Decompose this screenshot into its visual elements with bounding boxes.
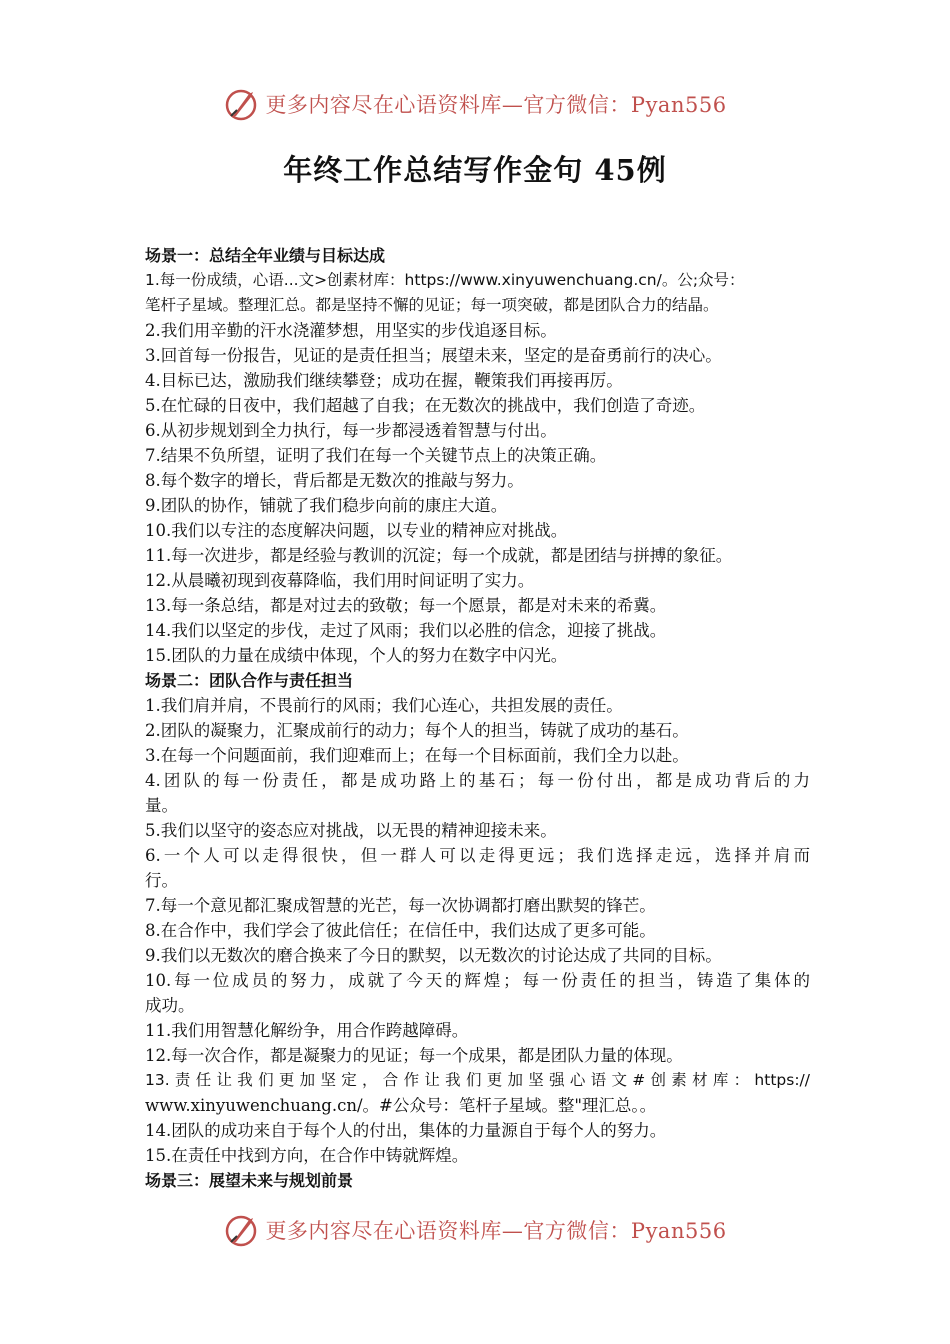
quill-logo-icon <box>223 86 259 122</box>
text-line: 6.一个人可以走得很快，但一群人可以走得更远；我们选择走远，选择并肩而 <box>145 846 810 865</box>
text-line: 12.从晨曦初现到夜幕降临，我们用时间证明了实力。 <box>145 571 535 590</box>
text-line: 5.在忙碌的日夜中，我们超越了自我；在无数次的挑战中，我们创造了奇迹。 <box>145 396 706 415</box>
section-heading: 场景一：总结全年业绩与目标达成 <box>145 246 386 265</box>
text-line: 量。 <box>145 796 178 815</box>
text-line: 1.每一份成绩，心语...文>创素材库：https://www.xinyuwenchuang.cn/。公;众号： <box>145 271 745 289</box>
section-heading: 场景三：展望未来与规划前景 <box>145 1171 354 1190</box>
text-line: 4.目标已达，激励我们继续攀登；成功在握，鞭策我们再接再厉。 <box>145 371 623 390</box>
document-body <box>145 243 810 1193</box>
text-line: 6.从初步规划到全力执行，每一步都浸透着智慧与付出。 <box>145 421 557 440</box>
text-line: 15.在责任中找到方向，在合作中铸就辉煌。 <box>145 1146 469 1165</box>
footer-banner <box>0 1208 950 1252</box>
text-line: 7.结果不负所望，证明了我们在每一个关键节点上的决策正确。 <box>145 446 607 465</box>
text-line: 10.每一位成员的努力，成就了今天的辉煌；每一份责任的担当，铸造了集体的 <box>145 971 810 990</box>
text-line: 15.团队的力量在成绩中体现，个人的努力在数字中闪光。 <box>145 646 568 665</box>
header-banner <box>0 82 950 126</box>
text-line: 14.我们以坚定的步伐，走过了风雨；我们以必胜的信念，迎接了挑战。 <box>145 621 667 640</box>
text-line: 3.回首每一份报告，见证的是责任担当；展望未来，坚定的是奋勇前行的决心。 <box>145 346 722 365</box>
text-line: 8.每个数字的增长，背后都是无数次的推敲与努力。 <box>145 471 524 490</box>
text-line: 4.团队的每一份责任，都是成功路上的基石；每一份付出，都是成功背后的力 <box>145 771 810 790</box>
text-line: 1.我们肩并肩，不畏前行的风雨；我们心连心，共担发展的责任。 <box>145 696 623 715</box>
text-line: 11.我们用智慧化解纷争，用合作跨越障碍。 <box>145 1021 469 1040</box>
text-line: 14.团队的成功来自于每个人的付出，集体的力量源自于每个人的努力。 <box>145 1121 667 1140</box>
text-line: www.xinyuwenchuang.cn/。#公众号：笔杆子星域。整"理汇总。。 <box>145 1096 657 1115</box>
quill-logo-icon <box>223 1212 259 1248</box>
banner-text: 更多内容尽在心语资料库—官方微信：Pyan556 <box>265 93 727 117</box>
text-line: 2.我们用辛勤的汗水浇灌梦想，用坚实的步伐追逐目标。 <box>145 321 557 340</box>
text-line: 13.责任让我们更加坚定，合作让我们更加坚强心语文#创素材库：https:// <box>145 1071 810 1089</box>
text-line: 11.每一次进步，都是经验与教训的沉淀；每一个成就，都是团结与拼搏的象征。 <box>145 546 733 565</box>
text-line: 9.我们以无数次的磨合换来了今日的默契，以无数次的讨论达成了共同的目标。 <box>145 946 722 965</box>
text-line: 3.在每一个问题面前，我们迎难而上；在每一个目标面前，我们全力以赴。 <box>145 746 689 765</box>
text-line: 7.每一个意见都汇聚成智慧的光芒，每一次协调都打磨出默契的锋芒。 <box>145 896 656 915</box>
text-line: 成功。 <box>145 996 195 1015</box>
banner-text: 更多内容尽在心语资料库—官方微信：Pyan556 <box>265 1219 727 1243</box>
document-title: 年终工作总结写作金句 45例 <box>283 153 667 187</box>
text-line: 8.在合作中，我们学会了彼此信任；在信任中，我们达成了更多可能。 <box>145 921 656 940</box>
text-line: 9.团队的协作，铺就了我们稳步向前的康庄大道。 <box>145 496 508 515</box>
text-line: 13.每一条总结，都是对过去的致敬；每一个愿景，都是对未来的希冀。 <box>145 596 667 615</box>
text-line: 笔杆子星域。整理汇总。都是坚持不懈的见证；每一项突破，都是团队合力的结晶。 <box>145 296 719 314</box>
text-line: 5.我们以坚守的姿态应对挑战，以无畏的精神迎接未来。 <box>145 821 557 840</box>
section-heading: 场景二：团队合作与责任担当 <box>145 671 354 690</box>
text-line: 10.我们以专注的态度解决问题，以专业的精神应对挑战。 <box>145 521 568 540</box>
text-line: 12.每一次合作，都是凝聚力的见证；每一个成果，都是团队力量的体现。 <box>145 1046 683 1065</box>
text-line: 行。 <box>145 871 178 890</box>
text-line: 2.团队的凝聚力，汇聚成前行的动力；每个人的担当，铸就了成功的基石。 <box>145 721 689 740</box>
